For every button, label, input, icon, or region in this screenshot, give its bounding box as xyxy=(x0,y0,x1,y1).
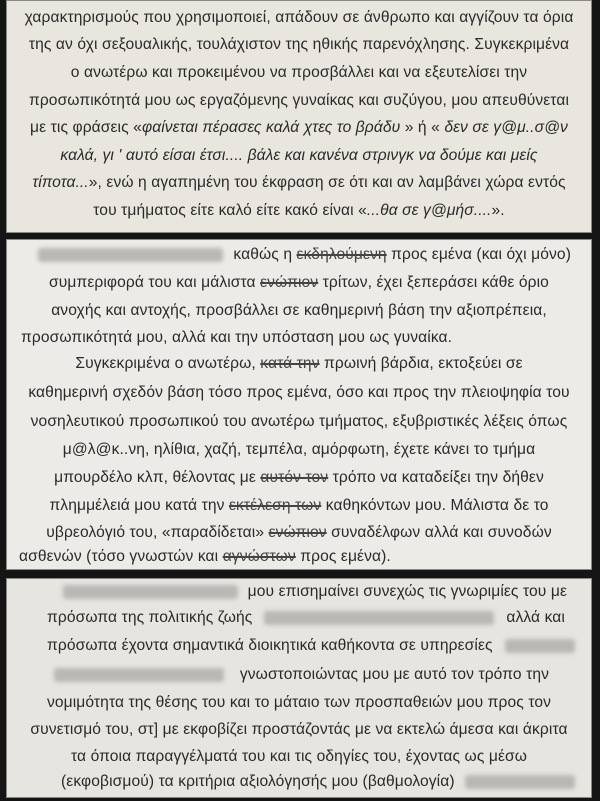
text-line xyxy=(7,173,591,193)
text-span: πρόσωπα της πολιτικής ζωής xyxy=(47,609,253,626)
text-span: πρωινή βάρδια, εκτοξεύει σε xyxy=(319,355,523,372)
text-span: συναδέλφων αλλά και συνοδών xyxy=(326,524,552,541)
struck-text: κατά την xyxy=(260,355,320,372)
text-line: ο ανωτέρω και προκειμένου να προσβάλλει και να εξευτελίσει την xyxy=(70,64,528,81)
text-span: τρόπο να καταδείξει την δήθεν xyxy=(328,469,544,486)
quote-line: καλά, γι ' αυτό είσαι έτσι.... βάλε και κανένα στρινγκ να δούμε και μείς xyxy=(60,147,538,164)
redaction-blur xyxy=(63,585,238,599)
struck-text: εκδηλούμενη xyxy=(296,246,387,263)
document-panel-2 xyxy=(6,239,592,570)
text-line: προσωπικότητά μου ως εργαζόμενης γυναίκας και συζύγου, μου απευθύνεται xyxy=(28,92,570,109)
text-line xyxy=(7,273,591,293)
document-panel-1 xyxy=(6,0,592,233)
text-line xyxy=(7,523,591,543)
text-line xyxy=(7,201,591,221)
text-line: τα όποια παραγγέλματά του και τις οδηγίες του, έχοντας ως μέσω xyxy=(70,748,528,765)
text-span: καθώς η xyxy=(233,246,297,263)
text-span: με τις φράσεις « xyxy=(30,119,142,136)
text-span: μπουρδέλο κλπ, θέλοντας με xyxy=(54,469,261,486)
text-span: υβρεολόγιό του, «παραδίδεται» xyxy=(46,524,269,541)
text-line xyxy=(7,772,591,792)
text-span: μου επισημαίνει συνεχώς τις γνωριμίες του με xyxy=(247,583,567,600)
text-line: προσωπικότητά μου, αλλά και την υπόσταση μου ως γυναίκα. xyxy=(21,329,453,346)
text-line: χαρακτηρισμούς που χρησιμοποιεί, απάδουν σε άνθρωπο και αγγίζουν τα όρια xyxy=(24,9,574,26)
struck-text: ενώπιον xyxy=(268,524,327,541)
text-line xyxy=(7,440,591,460)
text-span: πρόσωπα έχοντα σημαντικά διοικητικά καθήκοντα σε υπηρεσίες xyxy=(47,637,493,654)
text-span: συμπεριφορά του και μάλιστα xyxy=(49,274,261,291)
text-span: προς εμένα). xyxy=(295,548,391,565)
text-line xyxy=(7,608,591,628)
redaction-blur xyxy=(264,611,494,625)
text-line xyxy=(7,496,591,516)
text-span: γνωστοποιώντας μου με αυτό τον τρόπο την xyxy=(239,666,549,683)
text-line: της αν όχι σεξουαλικής, τουλάχιστον της ηθικής παρενόχλησης. Συγκεκριμένα xyxy=(28,36,570,53)
text-line: συνετισμό του, στ] με εκφοβίζει προστάζοντάς με να εκτελώ άμεσα και άκριτα xyxy=(30,721,568,738)
text-span: ». xyxy=(491,202,505,219)
text-span: , ηλίθια, χαζή, τεμπέλα, αμόρφωτη, έχετε κάνει το τμήμα xyxy=(145,441,536,458)
document-panel-3 xyxy=(6,578,592,798)
redaction-blur xyxy=(54,668,224,682)
text-span: του τμήματος είτε καλό είτε κακό είναι « xyxy=(93,202,367,219)
text-span: Συγκεκριμένα ο ανωτέρω, xyxy=(75,355,261,372)
text-span: » ή « xyxy=(400,119,445,136)
text-line xyxy=(7,582,591,602)
text-span: μ@λ@κ..νη xyxy=(62,441,146,458)
text-line: νομιμότητα της θέσης του και το μάταιο των προσπαθειών μου προς τον xyxy=(46,694,552,711)
redaction-blur xyxy=(505,639,575,653)
quote-text: δεν σε γ@μ..σ@ν xyxy=(444,119,568,136)
text-line xyxy=(7,468,591,488)
text-line xyxy=(7,665,591,685)
text-span: πλημμέλειά μου κατά την xyxy=(49,497,229,514)
text-span: καθηκόντων μου. Μάλιστα δε το xyxy=(321,497,549,514)
redaction-blur xyxy=(38,248,223,262)
quote-text: τίποτα... xyxy=(32,174,89,191)
quote-text: ...θα σε γ@μήσ.... xyxy=(366,202,492,219)
text-line xyxy=(7,118,591,138)
text-line: νοσηλευτικού προσωπικού του ανωτέρω τμήματος, εξυβριστικές λέξεις όπως xyxy=(30,413,568,430)
text-span: προς εμένα (και όχι μόνο) xyxy=(386,246,571,263)
text-line xyxy=(7,354,591,374)
text-span: τρίτων, έχει ξεπεράσει κάθε όριο xyxy=(318,274,549,291)
struck-text: εκτέλεση των xyxy=(228,497,322,514)
text-span: αλλά και xyxy=(506,609,565,626)
text-span: », ενώ η αγαπημένη του έκφραση σε ότι και αν λαμβάνει χώρα εντός xyxy=(88,174,566,191)
text-span: (εκφοβισμού) τα κριτήρια αξιολόγησής μου (βαθμολογία) xyxy=(61,773,455,790)
text-span: ασθενών (τόσο γνωστών και xyxy=(19,548,223,565)
redaction-blur xyxy=(465,775,575,789)
text-line xyxy=(7,636,591,656)
text-line: καθημερινή σχεδόν βάση τόσο προς εμένα, όσο και προς την πλειοψηφία του xyxy=(28,384,570,401)
quote-text: φαίνεται πέρασες καλά χτες το βράδυ xyxy=(141,119,401,136)
text-line xyxy=(7,547,591,567)
struck-text: ενώπιον xyxy=(260,274,319,291)
text-line: ανοχής και αντοχής, προσβάλλει σε καθημερινή βάση την αξιοπρέπεια, xyxy=(51,302,547,319)
struck-text: αυτόν τον xyxy=(260,469,329,486)
text-line xyxy=(7,245,591,265)
struck-text: αγνώστων xyxy=(222,548,296,565)
